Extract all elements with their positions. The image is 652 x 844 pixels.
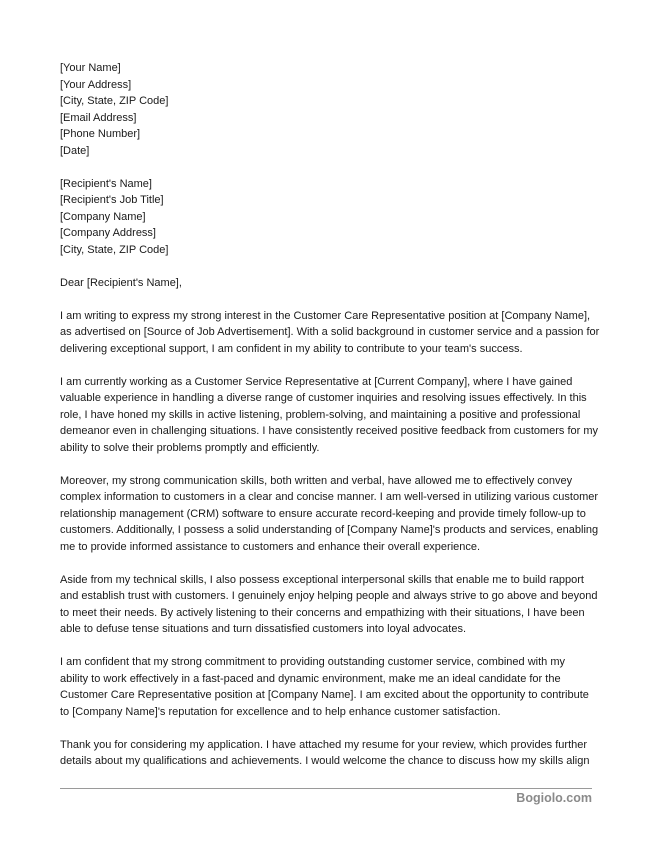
letter-date: [Date] <box>60 144 90 157</box>
paragraph-line: Customer Care Representative position at [Company Name]. I am excited about the opportunity to contribute <box>60 689 589 701</box>
paragraph-line: ability to work effectively in a fast-paced and dynamic environment, make me an ideal candidate for the <box>60 672 561 685</box>
paragraph-line: able to defuse tense situations and turn dissatisfied customers into loyal advocates. <box>60 623 467 635</box>
paragraph-interpersonal <box>60 572 596 638</box>
salutation: Dear [Recipient's Name], <box>60 276 182 289</box>
paragraph-line: Moreover, my strong communication skills, both written and verbal, have allowed me to effectively convey <box>60 474 573 487</box>
paragraph-line: details about my qualifications and achievements. I would welcome the chance to discuss how my skills align <box>60 755 590 767</box>
paragraph-line: demeanor even in challenging situations. I have consistently received positive feedback from customers for my <box>60 425 599 437</box>
paragraph-intro <box>60 308 600 358</box>
paragraph-line: complex information to customers in a clear and concise manner. I am well-versed in utilizing various customer <box>60 491 599 503</box>
recipient-city-state-zip: [City, State, ZIP Code] <box>60 243 169 256</box>
paragraph-line: to [Company Name]'s reputation for excellence and to help enhance customer satisfaction. <box>60 705 501 718</box>
footer-brand: Bogiolo.com <box>516 791 592 805</box>
recipient-company-name: [Company Name] <box>60 210 146 223</box>
paragraph-line: to meet their needs. By actively listening to their concerns and empathizing with their situations, I have been <box>60 606 585 619</box>
paragraph-line: customers. Additionally, I possess a solid understanding of [Company Name]'s products and services, enabling <box>60 524 599 536</box>
letter-page <box>60 60 600 770</box>
sender-address: [Your Address] <box>60 78 132 91</box>
paragraph-commitment <box>60 654 596 720</box>
paragraph-line: I am writing to express my strong interest in the Customer Care Representative position at [Company Name], <box>60 309 591 322</box>
sender-email: [Email Address] <box>60 111 137 124</box>
footer-divider <box>60 788 592 789</box>
sender-phone: [Phone Number] <box>60 128 141 140</box>
paragraph-line: me to provide informed assistance to customers and enhance their overall experience. <box>60 540 481 553</box>
paragraph-line: I am confident that my strong commitment to providing outstanding customer service, combined with my <box>60 656 565 668</box>
paragraph-line: role, I have honed my skills in active listening, problem-solving, and maintaining a positive and professional <box>60 408 581 421</box>
paragraph-communication <box>60 473 599 556</box>
paragraph-line: Thank you for considering my application. I have attached my resume for your review, which provides further <box>60 738 588 751</box>
sender-block <box>60 60 596 159</box>
paragraph-experience <box>60 374 599 457</box>
paragraph-line: relationship management (CRM) software to ensure accurate record-keeping and provide timely follow-up to <box>60 507 586 520</box>
recipient-block <box>60 176 596 259</box>
paragraph-line: valuable experience in handling a diverse range of customer inquiries and resolving issues effectively. In this <box>60 392 587 404</box>
sender-city-state-zip: [City, State, ZIP Code] <box>60 95 169 107</box>
paragraph-line: ability to solve their problems promptly and efficiently. <box>60 441 320 454</box>
recipient-name: [Recipient's Name] <box>60 177 152 190</box>
sender-name: [Your Name] <box>60 62 121 74</box>
recipient-company-address: [Company Address] <box>60 227 156 239</box>
paragraph-line: Aside from my technical skills, I also possess exceptional interpersonal skills that enable me to build rapport <box>60 573 584 586</box>
paragraph-line: as advertised on [Source of Job Advertisement]. With a solid background in customer service and a passion for <box>60 326 600 338</box>
paragraph-line: delivering exceptional support, I am confident in my ability to contribute to your team's success. <box>60 342 523 355</box>
paragraph-line: I am currently working as a Customer Service Representative at [Current Company], where I have gained <box>60 375 573 388</box>
paragraph-closing <box>60 737 596 770</box>
recipient-job-title: [Recipient's Job Title] <box>60 194 164 206</box>
paragraph-line: and establish trust with customers. I genuinely enjoy helping people and always strive to go above and beyond <box>60 590 598 602</box>
